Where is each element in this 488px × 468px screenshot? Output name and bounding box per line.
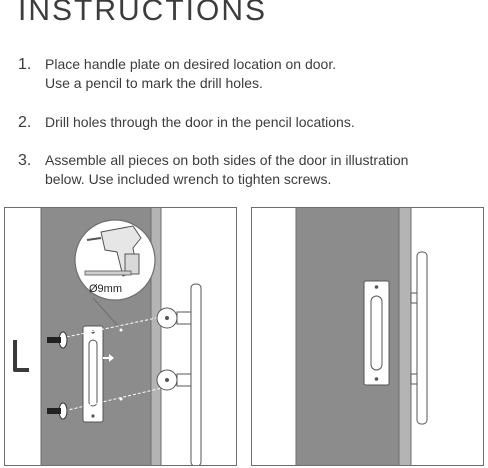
hex-wrench-icon xyxy=(15,340,29,370)
page-title: INSTRUCTIONS xyxy=(18,0,267,27)
step-text: Place handle plate on desired location on door. Use a pencil to mark the drill holes. xyxy=(45,56,337,91)
assembly-illustration-panel xyxy=(4,207,237,466)
handle-plate-slot xyxy=(89,340,97,406)
step-text: Drill holes through the door in the pencil locations. xyxy=(45,114,355,130)
drill-bit-size-label: Ø9mm xyxy=(89,283,122,295)
step-number: 3. xyxy=(18,152,32,169)
step-number: 1. xyxy=(18,56,32,73)
pull-handle-bar xyxy=(417,252,427,424)
step-number: 2. xyxy=(18,114,32,131)
drill-callout xyxy=(75,220,155,300)
handle-plate-slot xyxy=(371,296,382,370)
installed-illustration-panel xyxy=(251,207,484,466)
drill-hole-top xyxy=(120,329,123,332)
pull-handle-bar xyxy=(191,284,201,466)
step-text: Assemble all pieces on both sides of the door in illustration below. Use included wrench to tighten screws. xyxy=(45,152,409,187)
door-edge xyxy=(399,208,411,466)
drill-bit-icon xyxy=(85,271,131,275)
